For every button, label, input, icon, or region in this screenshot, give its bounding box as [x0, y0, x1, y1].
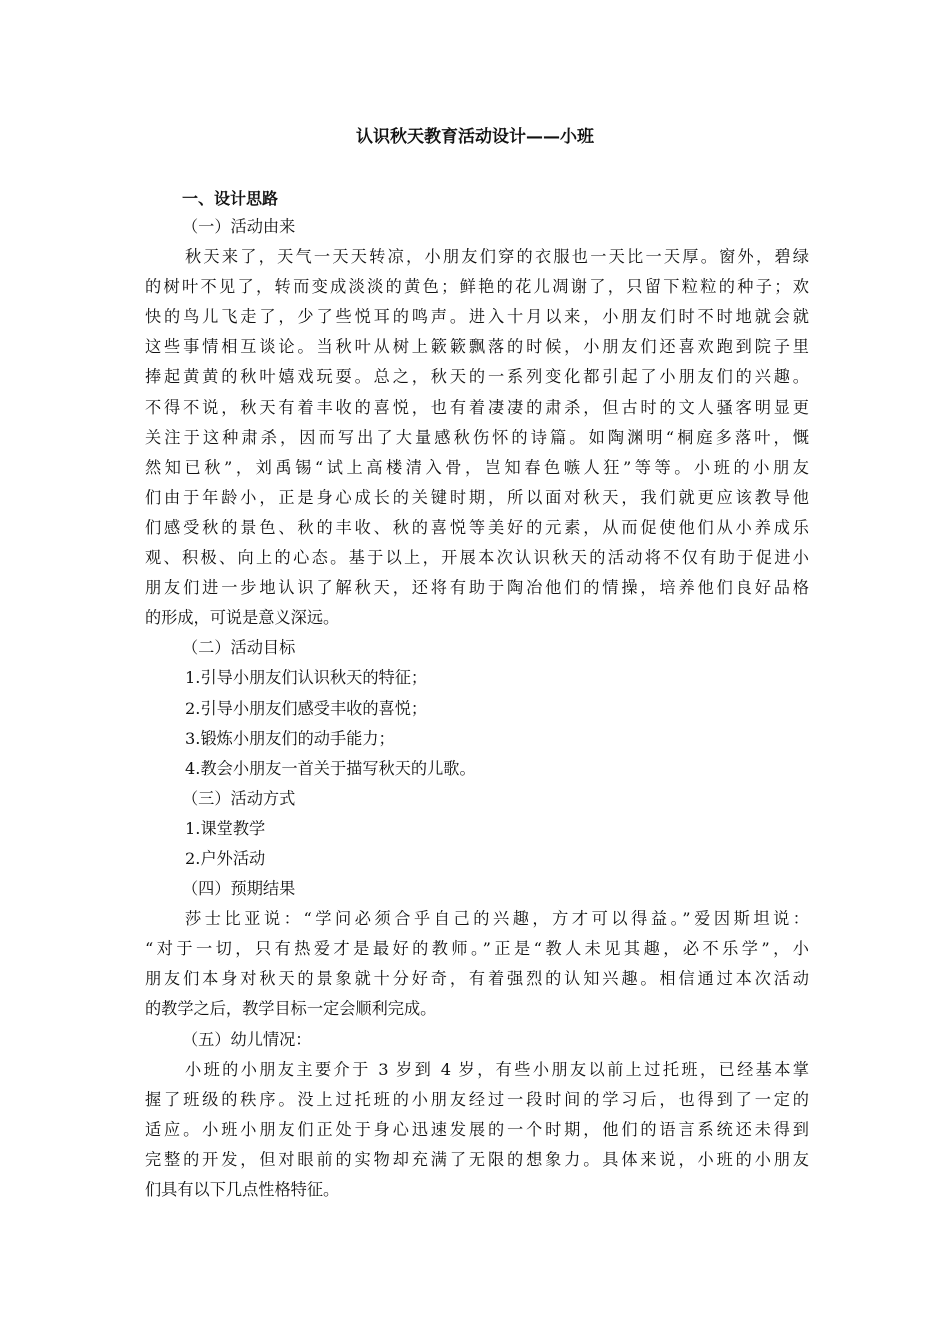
paragraph-line: 握了班级的秩序。没上过托班的小朋友经过一段时间的学习后，也得到了一定的	[145, 1089, 809, 1109]
paragraph-line: 莎士比亚说：“学问必须合乎自己的兴趣，方才可以得益。”爱因斯坦说：	[185, 909, 809, 929]
subsection-heading: （五）幼儿情况：	[182, 1029, 312, 1049]
paragraph-line: 适应。小班小朋友们正处于身心迅速发展的一个时期，他们的语言系统还未得到	[145, 1119, 809, 1139]
list-item: 1.课堂教学	[185, 818, 266, 838]
paragraph-line: 不得不说，秋天有着丰收的喜悦，也有着凄凄的肃杀，但古时的文人骚客明显更	[145, 397, 809, 417]
list-item: 4.教会小朋友一首关于描写秋天的儿歌。	[185, 758, 476, 778]
paragraph-line: 们具有以下几点性格特征。	[145, 1180, 340, 1199]
paragraph-line: 这些事情相互谈论。当秋叶从树上簌簌飘落的时候，小朋友们还喜欢跑到院子里	[145, 337, 809, 357]
paragraph-line: 朋友们本身对秋天的景象就十分好奇，有着强烈的认知兴趣。相信通过本次活动	[145, 969, 809, 989]
list-item: 1.引导小朋友们认识秋天的特征；	[185, 668, 428, 688]
paragraph-line: 的树叶不见了，转而变成淡淡的黄色；鲜艳的花儿凋谢了，只留下粒粒的种子；欢	[145, 277, 809, 297]
subsection-heading: （四）预期结果	[182, 879, 296, 899]
subsection-heading: （二）活动目标	[182, 638, 296, 658]
paragraph-line: 观、积极、向上的心态。基于以上，开展本次认识秋天的活动将不仅有助于促进小	[145, 548, 809, 568]
document-body	[145, 212, 809, 1205]
paragraph-line: 朋友们进一步地认识了解秋天，还将有助于陶冶他们的情操，培养他们良好品格	[145, 578, 809, 598]
paragraph-line: 的教学之后，教学目标一定会顺利完成。	[145, 999, 437, 1019]
list-item: 2.户外活动	[185, 848, 266, 868]
document-title: 认识秋天教育活动设计——小班	[356, 127, 594, 147]
paragraph-line: 然知已秋”，刘禹锡“试上高楼清入骨，岂知春色嗾人狂”等等。小班的小朋友	[145, 457, 809, 477]
list-item: 2.引导小朋友们感受丰收的喜悦；	[185, 698, 428, 718]
paragraph-line: 捧起黄黄的秋叶嬉戏玩耍。总之，秋天的一系列变化都引起了小朋友们的兴趣。	[145, 367, 809, 387]
paragraph-line: 快的鸟儿飞走了，少了些悦耳的鸣声。进入十月以来，小朋友们时不时地就会就	[145, 307, 809, 327]
subsection-heading: （三）活动方式	[182, 788, 296, 808]
paragraph-line: 秋天来了，天气一天天转凉，小朋友们穿的衣服也一天比一天厚。窗外，碧绿	[185, 247, 809, 267]
paragraph-line: 关注于这种肃杀，因而写出了大量感秋伤怀的诗篇。如陶渊明“桐庭多落叶，慨	[145, 427, 809, 447]
section-heading: 一、设计思路	[182, 189, 279, 208]
paragraph-line: 小班的小朋友主要介于 3 岁到 4 岁，有些小朋友以前上过托班，已经基本掌	[185, 1059, 809, 1079]
subsection-heading: （一）活动由来	[182, 217, 296, 236]
paragraph-line: “对于一切，只有热爱才是最好的教师。”正是“教人未见其趣，必不乐学”，小	[145, 939, 809, 959]
list-item: 3.锻炼小朋友们的动手能力；	[185, 728, 395, 748]
paragraph-line: 的形成，可说是意义深远。	[145, 608, 340, 628]
paragraph-line: 们由于年龄小，正是身心成长的关键时期，所以面对秋天，我们就更应该教导他	[145, 487, 809, 507]
paragraph-line: 们感受秋的景色、秋的丰收、秋的喜悦等美好的元素，从而促使他们从小养成乐	[145, 517, 809, 537]
paragraph-line: 完整的开发，但对眼前的实物却充满了无限的想象力。具体来说，小班的小朋友	[145, 1149, 809, 1169]
